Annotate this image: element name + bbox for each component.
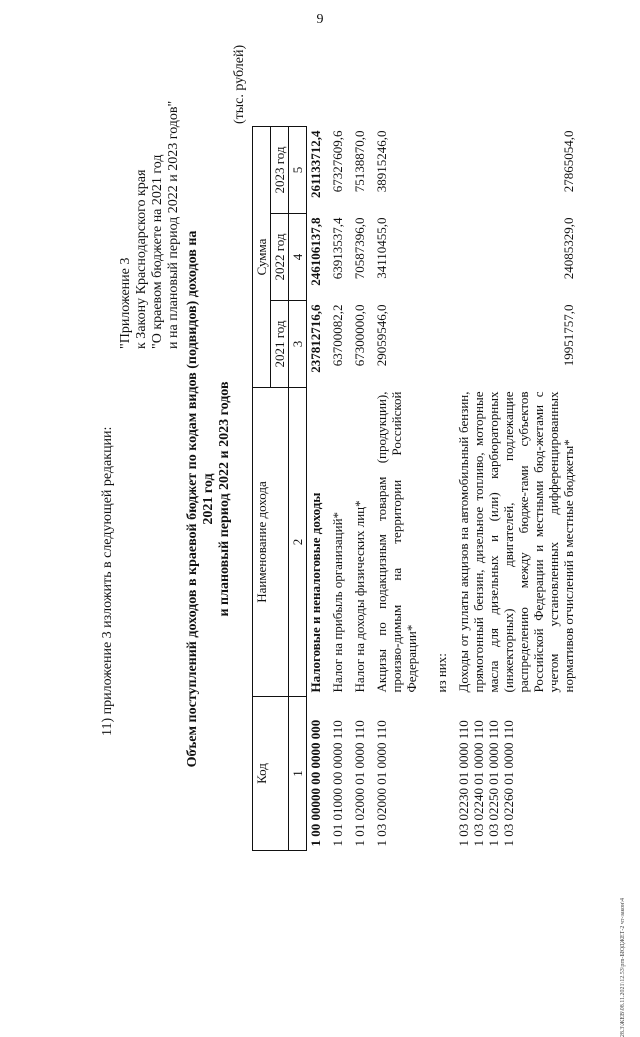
title-line: Объем поступлений доходов в краевой бюджет по кодам видов (подвидов) доходов на 2021 год <box>185 230 216 768</box>
table-row <box>346 127 368 851</box>
table-row <box>307 127 325 851</box>
header-2023: 2023 год <box>271 127 289 214</box>
table-row <box>450 127 577 851</box>
row-name: Акцизы по подакцизным товарам (продукции), произво-димым на территории Российской Федерации* <box>374 391 419 693</box>
row-name: Доходы от уплаты акцизов на автомобильный бензин, прямогонный бензин, дизельное топливо, моторные масла для дизельных и (или) карбюраторных (инжекторных) двигателей, подлежащие распределению между бюдже-тами субъектов Российской Федерации и местными бюд-жетами с учетом установленных дифференцированных нормативов отчислений в местные бюджеты* <box>456 391 576 693</box>
footer-stamp: 28.3\ЖЕВ\08.11.2021\12.53\prn-БЮДЖЕТ-2 чт-закон\4 <box>620 898 626 1037</box>
row-2021: 63700082,2 <box>330 304 345 367</box>
row-2022: 24085329,0 <box>561 217 576 280</box>
row-name: Налог на прибыль организаций* <box>330 511 345 693</box>
row-code: 1 03 02260 01 0000 110 <box>501 720 516 847</box>
header-name: Наименование дохода <box>253 388 289 697</box>
header-sum: Сумма <box>253 127 271 388</box>
table-row <box>368 127 420 851</box>
header-code: Код <box>253 697 289 851</box>
appendix-line: "О краевом бюджете на 2021 год <box>150 154 165 349</box>
revenue-table <box>252 126 577 851</box>
row-2023: 261133712,4 <box>308 130 323 199</box>
col-number: 5 <box>289 127 307 214</box>
title-line: и плановый период 2022 и 2023 годов <box>217 381 232 617</box>
col-number: 1 <box>289 697 307 851</box>
row-2021: 67300000,0 <box>352 304 367 367</box>
row-code: 1 01 01000 00 0000 110 <box>330 720 345 847</box>
row-2022: 70587396,0 <box>352 217 367 280</box>
row-2021: 237812716,6 <box>308 304 323 373</box>
row-code: 1 03 02230 01 0000 110 <box>456 720 471 847</box>
col-number: 2 <box>289 388 307 697</box>
table-row <box>420 127 450 851</box>
row-2022: 246106137,8 <box>308 217 323 286</box>
intro-text: 11) приложение 3 изложить в следующей редакции: <box>100 426 115 736</box>
appendix-header <box>118 101 182 349</box>
document-title <box>185 219 233 779</box>
row-2021: 19951757,0 <box>561 304 576 367</box>
row-label: из них: <box>434 653 449 693</box>
row-2023: 38915246,0 <box>374 130 389 193</box>
row-code: 1 01 02000 01 0000 110 <box>352 720 367 847</box>
appendix-line: к Закону Краснодарского края <box>134 169 149 349</box>
row-name: Налог на доходы физических лиц* <box>352 500 367 693</box>
row-2022: 34110455,0 <box>374 217 389 279</box>
row-2023: 27865054,0 <box>561 130 576 193</box>
appendix-line: и на плановый период 2022 и 2023 годов" <box>166 100 181 349</box>
row-code: 1 00 00000 00 0000 000 <box>308 719 323 847</box>
page-number: 9 <box>316 12 324 27</box>
row-code: 1 03 02000 01 0000 110 <box>374 720 389 847</box>
row-codes <box>450 697 577 851</box>
units-label: (тыс. рублей) <box>232 44 247 124</box>
row-code: 1 03 02240 01 0000 110 <box>471 720 486 847</box>
header-2021: 2021 год <box>271 301 289 388</box>
row-2023: 67327609,6 <box>330 130 345 193</box>
row-2023: 75138870,0 <box>352 130 367 193</box>
row-2022: 63913537,4 <box>330 217 345 280</box>
col-number: 3 <box>289 301 307 388</box>
row-code: 1 03 02250 01 0000 110 <box>486 720 501 847</box>
row-2021: 29059546,0 <box>374 304 389 367</box>
appendix-line: "Приложение 3 <box>118 257 133 349</box>
row-name: Налоговые и неналоговые доходы <box>308 492 323 693</box>
col-number: 4 <box>289 214 307 301</box>
header-2022: 2022 год <box>271 214 289 301</box>
table-row <box>324 127 346 851</box>
